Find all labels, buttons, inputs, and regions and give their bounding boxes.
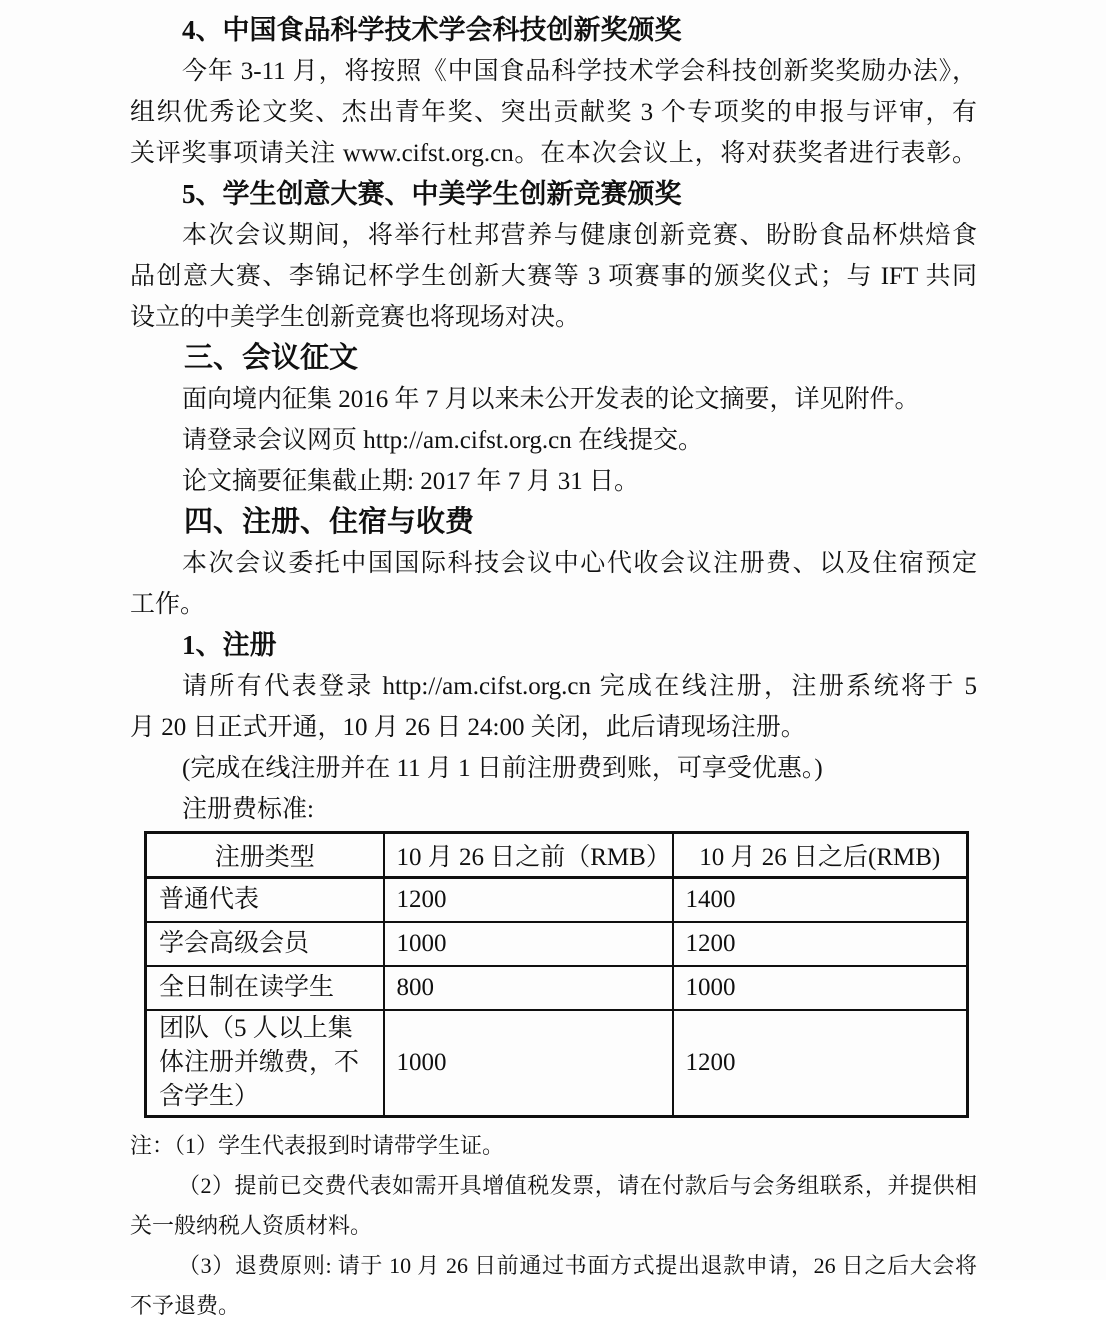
paragraph-line: 请所有代表登录 http://am.cifst.org.cn 完成在线注册，注册系统将于 5 xyxy=(182,673,977,700)
paragraph-line: 月 20 日正式开通，10 月 26 日 24:00 关闭，此后请现场注册。 xyxy=(130,714,806,741)
heading-4-sci-tech-innovation-award: 4、中国食品科学技术学会科技创新奖颁奖 xyxy=(182,15,682,45)
paragraph-line: 论文摘要征集截止期: 2017 年 7 月 31 日。 xyxy=(182,468,639,495)
paragraph-line: 关评奖事项请关注 www.cifst.org.cn。在本次会议上，将对获奖者进行表彰。 xyxy=(130,140,977,167)
fee-standard-label: 注册费标准: xyxy=(182,796,314,823)
fee-amount-cell: 1000 xyxy=(384,922,673,966)
note-line-2: （2）提前已交费代表如需开具增值税发票，请在付款后与会务组联系，并提供相 xyxy=(178,1173,977,1198)
heading-1-registration: 1、注册 xyxy=(182,630,277,660)
note-line-2-cont: 关一般纳税人资质材料。 xyxy=(130,1213,373,1238)
paragraph-line: 本次会议期间，将举行杜邦营养与健康创新竞赛、盼盼食品杯烘焙食 xyxy=(182,222,977,249)
fee-amount-cell: 800 xyxy=(384,966,673,1010)
fee-category-cell: 普通代表 xyxy=(146,878,384,923)
paragraph-line: 本次会议委托中国国际科技会议中心代收会议注册费、以及住宿预定 xyxy=(182,550,977,577)
fee-category-cell: 团队（5 人以上集体注册并缴费，不含学生） xyxy=(146,1010,384,1117)
paragraph-line: 请登录会议网页 http://am.cifst.org.cn 在线提交。 xyxy=(182,427,704,454)
paragraph-line: (完成在线注册并在 11 月 1 日前注册费到账，可享受优惠。) xyxy=(182,755,823,782)
paragraph-line: 品创意大赛、李锦记杯学生创新大赛等 3 项赛事的颁奖仪式；与 IFT 共同 xyxy=(130,263,977,290)
fee-amount-cell: 1200 xyxy=(384,878,673,923)
note-line-1: 注：（1）学生代表报到时请带学生证。 xyxy=(130,1133,505,1158)
registration-fee-table xyxy=(144,831,969,1118)
note-line-3-cont: 不予退费。 xyxy=(130,1293,241,1318)
note-line-3: （3）退费原则: 请于 10 月 26 日前通过书面方式提出退款申请，26 日之后大会将 xyxy=(178,1253,977,1278)
paragraph-line: 工作。 xyxy=(130,591,206,618)
fee-table-header-row xyxy=(146,833,968,878)
fee-table-header-cell: 10 月 26 日之前（RMB） xyxy=(384,833,673,878)
fee-table-row xyxy=(146,922,968,966)
fee-amount-cell: 1000 xyxy=(384,1010,673,1117)
paragraph-line: 设立的中美学生创新竞赛也将现场对决。 xyxy=(130,304,581,331)
fee-amount-cell: 1200 xyxy=(673,1010,968,1117)
heading-section-4-registration-lodging-fees: 四、注册、住宿与收费 xyxy=(184,506,475,538)
fee-table-row xyxy=(146,878,968,923)
fee-table-row xyxy=(146,966,968,1010)
fee-amount-cell: 1200 xyxy=(673,922,968,966)
paragraph-line: 组织优秀论文奖、杰出青年奖、突出贡献奖 3 个专项奖的申报与评审，有 xyxy=(130,99,977,126)
fee-category-cell: 学会高级会员 xyxy=(146,922,384,966)
document-body xyxy=(130,10,977,1326)
fee-table-header-cell: 10 月 26 日之后(RMB) xyxy=(673,833,968,878)
fee-category-cell: 全日制在读学生 xyxy=(146,966,384,1010)
heading-5-student-competition-award: 5、学生创意大赛、中美学生创新竞赛颁奖 xyxy=(182,179,682,209)
heading-section-3-call-for-papers: 三、会议征文 xyxy=(184,342,359,374)
fee-table-header-cell: 注册类型 xyxy=(146,833,384,878)
fee-amount-cell: 1000 xyxy=(673,966,968,1010)
fee-amount-cell: 1400 xyxy=(673,878,968,923)
spacer xyxy=(130,1118,977,1126)
fee-table-row xyxy=(146,1010,968,1117)
paragraph-line: 今年 3-11 月，将按照《中国食品科学技术学会科技创新奖奖励办法》， xyxy=(182,58,977,85)
paragraph-line: 面向境内征集 2016 年 7 月以来未公开发表的论文摘要，详见附件。 xyxy=(182,386,920,413)
